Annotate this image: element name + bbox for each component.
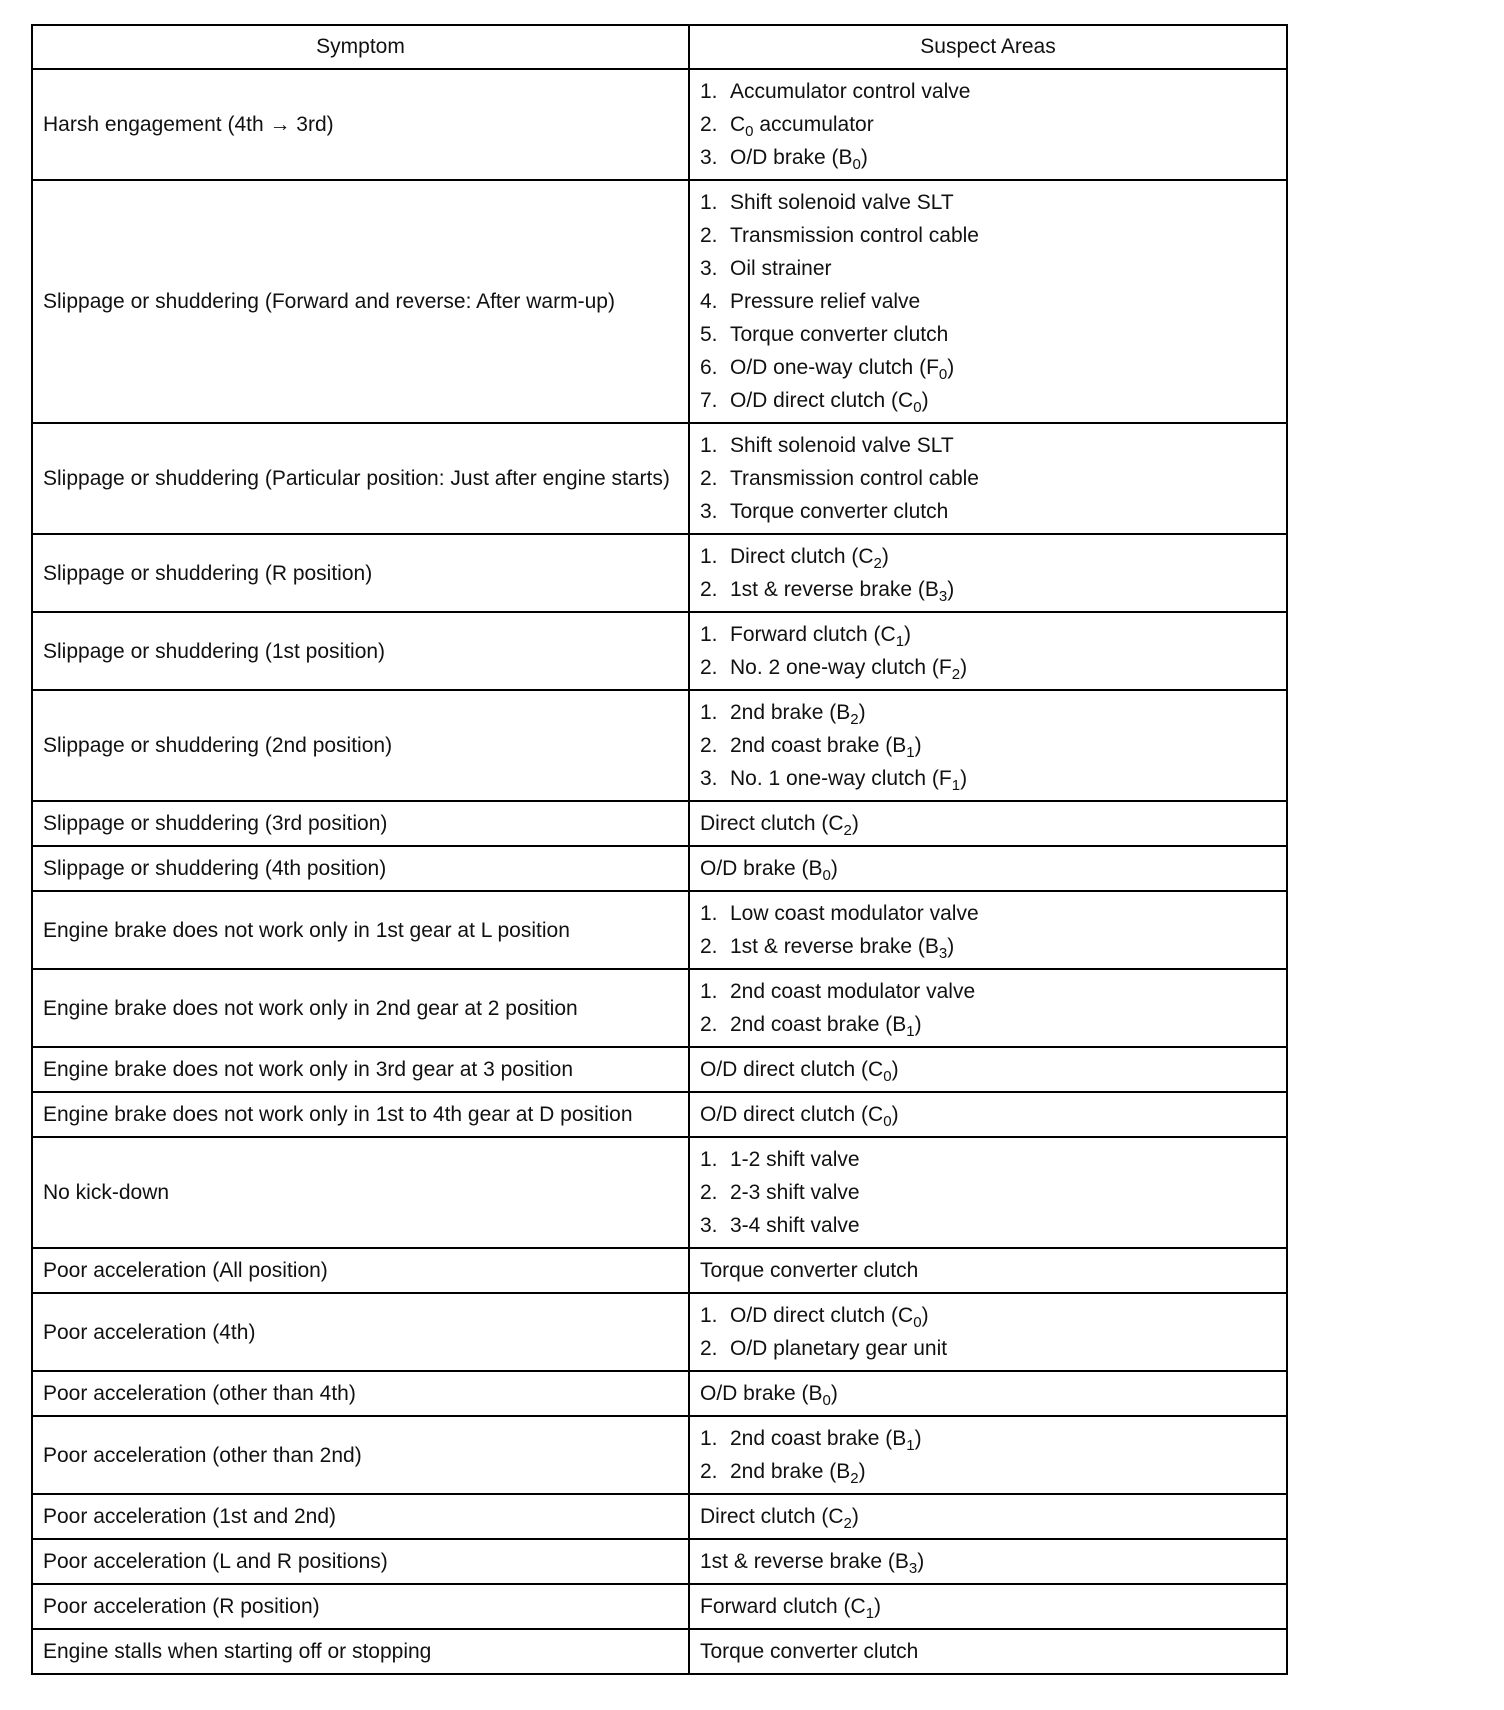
subscript: 0 bbox=[883, 1113, 892, 1130]
item-number: 3. bbox=[700, 1214, 718, 1237]
table-row bbox=[32, 801, 1287, 846]
table-row bbox=[32, 1137, 1287, 1248]
suspect-areas-cell bbox=[689, 1494, 1287, 1539]
suspect-item bbox=[700, 975, 1276, 1008]
symptom-cell: Slippage or shuddering (R position) bbox=[32, 534, 689, 612]
text-run: 2nd coast brake (B bbox=[730, 734, 907, 757]
suspect-areas-cell bbox=[689, 1584, 1287, 1629]
suspect-areas-cell bbox=[689, 1137, 1287, 1248]
symptom-cell: Poor acceleration (4th) bbox=[32, 1293, 689, 1371]
suspect-areas-cell bbox=[689, 690, 1287, 801]
suspect-text bbox=[730, 762, 967, 795]
suspect-item bbox=[700, 318, 1276, 351]
subscript: 0 bbox=[852, 156, 861, 173]
suspect-item bbox=[700, 1008, 1276, 1041]
symptom-cell: Engine brake does not work only in 2nd gear at 2 position bbox=[32, 969, 689, 1047]
symptom-cell: Harsh engagement (4th → 3rd) bbox=[32, 69, 689, 180]
text-run: 2nd coast modulator valve bbox=[730, 980, 976, 1003]
text-run: 1st & reverse brake (B bbox=[730, 935, 939, 958]
subscript: 1 bbox=[906, 1023, 915, 1040]
text-run: ) bbox=[891, 1103, 899, 1126]
suspect-text bbox=[730, 540, 889, 573]
item-number: 4. bbox=[700, 290, 718, 313]
subscript: 0 bbox=[745, 123, 754, 140]
item-number: 1. bbox=[700, 1304, 718, 1327]
text-run: O/D direct clutch (C bbox=[700, 1103, 884, 1126]
table-row bbox=[32, 612, 1287, 690]
symptom-cell: Engine brake does not work only in 1st gear at L position bbox=[32, 891, 689, 969]
suspect-text bbox=[730, 696, 866, 729]
suspect-text bbox=[700, 1545, 924, 1578]
item-number: 1. bbox=[700, 980, 718, 1003]
header-row bbox=[32, 25, 1287, 69]
subscript: 1 bbox=[906, 744, 915, 761]
suspect-text bbox=[730, 75, 970, 108]
suspect-areas-cell bbox=[689, 891, 1287, 969]
suspect-text bbox=[730, 930, 954, 963]
suspect-item bbox=[700, 285, 1276, 318]
subscript: 2 bbox=[850, 1470, 859, 1487]
text-run: Transmission control cable bbox=[730, 224, 979, 247]
table-row bbox=[32, 1293, 1287, 1371]
table-row bbox=[32, 1539, 1287, 1584]
suspect-text bbox=[730, 1299, 929, 1332]
item-number: 2. bbox=[700, 656, 718, 679]
text-run: O/D brake (B bbox=[700, 857, 823, 880]
text-run: ) bbox=[851, 1505, 859, 1528]
text-run: O/D brake (B bbox=[700, 1382, 823, 1405]
suspect-item bbox=[700, 1590, 1276, 1623]
item-number: 1. bbox=[700, 902, 718, 925]
subscript: 3 bbox=[908, 1560, 918, 1577]
text-run: ) bbox=[960, 656, 968, 679]
text-run: Direct clutch (C bbox=[700, 1505, 844, 1528]
suspect-text bbox=[730, 462, 979, 495]
suspect-areas-cell bbox=[689, 180, 1287, 423]
text-run: ) bbox=[881, 545, 889, 568]
suspect-text bbox=[700, 807, 859, 840]
text-run: O/D direct clutch (C bbox=[730, 389, 914, 412]
subscript: 1 bbox=[895, 633, 905, 650]
suspect-item bbox=[700, 1332, 1276, 1365]
suspect-areas-cell bbox=[689, 534, 1287, 612]
symptom-cell: Poor acceleration (1st and 2nd) bbox=[32, 1494, 689, 1539]
symptom-cell: Poor acceleration (L and R positions) bbox=[32, 1539, 689, 1584]
suspect-item bbox=[700, 186, 1276, 219]
suspect-item bbox=[700, 1143, 1276, 1176]
text-run: Torque converter clutch bbox=[730, 500, 949, 523]
symptom-cell: Slippage or shuddering (Particular position: Just after engine starts) bbox=[32, 423, 689, 534]
item-number: 2. bbox=[700, 734, 718, 757]
suspect-item bbox=[700, 384, 1276, 417]
table-row bbox=[32, 891, 1287, 969]
text-run: O/D brake (B bbox=[730, 146, 853, 169]
text-run: ) bbox=[960, 767, 968, 790]
item-number: 2. bbox=[700, 224, 718, 247]
item-number: 2. bbox=[700, 467, 718, 490]
suspect-item bbox=[700, 462, 1276, 495]
item-number: 1. bbox=[700, 80, 718, 103]
text-run: Direct clutch (C bbox=[700, 812, 844, 835]
suspect-text bbox=[730, 975, 975, 1008]
suspect-item bbox=[700, 351, 1276, 384]
suspect-item bbox=[700, 1176, 1276, 1209]
suspect-areas-cell bbox=[689, 1416, 1287, 1494]
table-row bbox=[32, 1494, 1287, 1539]
symptom-cell: Poor acceleration (All position) bbox=[32, 1248, 689, 1293]
suspect-text bbox=[730, 651, 967, 684]
text-run: ) bbox=[858, 701, 866, 724]
suspect-text bbox=[730, 618, 911, 651]
suspect-item bbox=[700, 1209, 1276, 1242]
text-run: ) bbox=[914, 734, 922, 757]
suspect-text bbox=[730, 351, 954, 384]
table-row bbox=[32, 969, 1287, 1047]
suspect-areas-cell bbox=[689, 1092, 1287, 1137]
item-number: 2. bbox=[700, 935, 718, 958]
text-run: ) bbox=[904, 623, 912, 646]
subscript: 2 bbox=[873, 555, 882, 572]
suspect-item bbox=[700, 852, 1276, 885]
suspect-text bbox=[730, 1332, 947, 1365]
troubleshooting-table bbox=[31, 24, 1288, 1675]
table-row bbox=[32, 1371, 1287, 1416]
suspect-areas-cell bbox=[689, 1371, 1287, 1416]
suspect-item bbox=[700, 1455, 1276, 1488]
text-run: Forward clutch (C bbox=[730, 623, 896, 646]
suspect-item bbox=[700, 897, 1276, 930]
table-row bbox=[32, 1629, 1287, 1674]
text-run: ) bbox=[914, 1427, 922, 1450]
text-run: ) bbox=[921, 1304, 929, 1327]
suspect-text bbox=[730, 1176, 860, 1209]
table-row bbox=[32, 1092, 1287, 1137]
text-run: ) bbox=[851, 812, 859, 835]
item-number: 1. bbox=[700, 1148, 718, 1171]
text-run: ) bbox=[947, 356, 955, 379]
suspect-areas-cell bbox=[689, 612, 1287, 690]
subscript: 3 bbox=[938, 588, 948, 605]
suspect-text bbox=[730, 1209, 860, 1242]
item-number: 2. bbox=[700, 113, 718, 136]
suspect-text bbox=[730, 186, 954, 219]
table-row bbox=[32, 180, 1287, 423]
suspect-item bbox=[700, 1545, 1276, 1578]
item-number: 3. bbox=[700, 500, 718, 523]
text-run: Low coast modulator valve bbox=[730, 902, 979, 925]
suspect-text bbox=[730, 219, 979, 252]
symptom-cell: Slippage or shuddering (2nd position) bbox=[32, 690, 689, 801]
suspect-text bbox=[730, 1455, 866, 1488]
suspect-text bbox=[730, 1143, 860, 1176]
symptom-cell: Engine brake does not work only in 3rd gear at 3 position bbox=[32, 1047, 689, 1092]
text-run: C bbox=[730, 113, 746, 136]
text-run: No. 1 one-way clutch (F bbox=[730, 767, 952, 790]
suspect-areas-cell bbox=[689, 423, 1287, 534]
item-number: 2. bbox=[700, 1460, 718, 1483]
suspect-areas-cell bbox=[689, 1248, 1287, 1293]
suspect-areas-cell bbox=[689, 1629, 1287, 1674]
text-run: ) bbox=[917, 1550, 925, 1573]
subscript: 0 bbox=[822, 1392, 831, 1409]
text-run: Torque converter clutch bbox=[700, 1640, 919, 1663]
text-run: O/D direct clutch (C bbox=[700, 1058, 884, 1081]
text-run: Accumulator control valve bbox=[730, 80, 971, 103]
suspect-text bbox=[700, 1053, 899, 1086]
table-row bbox=[32, 1047, 1287, 1092]
text-run: 1st & reverse brake (B bbox=[700, 1550, 909, 1573]
subscript: 0 bbox=[938, 366, 948, 383]
suspect-item bbox=[700, 1299, 1276, 1332]
suspect-text bbox=[730, 1008, 922, 1041]
table-body bbox=[32, 69, 1287, 1674]
symptom-cell: Slippage or shuddering (4th position) bbox=[32, 846, 689, 891]
suspect-text bbox=[730, 285, 920, 318]
suspect-areas-cell bbox=[689, 1539, 1287, 1584]
suspect-text bbox=[730, 495, 948, 528]
item-number: 2. bbox=[700, 1337, 718, 1360]
text-run: ) bbox=[860, 146, 868, 169]
table-row bbox=[32, 534, 1287, 612]
text-run: O/D one-way clutch (F bbox=[730, 356, 939, 379]
suspect-item bbox=[700, 141, 1276, 174]
suspect-item bbox=[700, 729, 1276, 762]
suspect-item bbox=[700, 1098, 1276, 1131]
text-run: ) bbox=[921, 389, 929, 412]
symptom-cell: Engine brake does not work only in 1st to 4th gear at D position bbox=[32, 1092, 689, 1137]
suspect-text bbox=[730, 318, 948, 351]
suspect-item bbox=[700, 495, 1276, 528]
suspect-areas-cell bbox=[689, 69, 1287, 180]
text-run: Transmission control cable bbox=[730, 467, 979, 490]
subscript: 0 bbox=[913, 1314, 922, 1331]
suspect-areas-header: Suspect Areas bbox=[689, 25, 1287, 69]
text-run: Pressure relief valve bbox=[730, 290, 921, 313]
text-run: O/D planetary gear unit bbox=[730, 1337, 948, 1360]
symptom-cell: Poor acceleration (other than 2nd) bbox=[32, 1416, 689, 1494]
text-run: ) bbox=[874, 1595, 882, 1618]
suspect-item bbox=[700, 762, 1276, 795]
text-run: Shift solenoid valve SLT bbox=[730, 191, 954, 214]
symptom-cell: Poor acceleration (R position) bbox=[32, 1584, 689, 1629]
suspect-item bbox=[700, 1422, 1276, 1455]
suspect-text bbox=[700, 1590, 881, 1623]
text-run: Torque converter clutch bbox=[700, 1259, 919, 1282]
subscript: 2 bbox=[843, 822, 852, 839]
text-run: 2-3 shift valve bbox=[730, 1181, 860, 1204]
text-run: ) bbox=[914, 1013, 922, 1036]
suspect-item bbox=[700, 573, 1276, 606]
text-run: ) bbox=[830, 857, 838, 880]
suspect-item bbox=[700, 540, 1276, 573]
subscript: 1 bbox=[951, 777, 961, 794]
text-run: 3-4 shift valve bbox=[730, 1214, 860, 1237]
suspect-areas-cell bbox=[689, 1293, 1287, 1371]
subscript: 1 bbox=[865, 1605, 875, 1622]
suspect-item bbox=[700, 807, 1276, 840]
text-run: ) bbox=[947, 935, 955, 958]
suspect-text bbox=[730, 1422, 922, 1455]
symptom-cell: Slippage or shuddering (Forward and reverse: After warm-up) bbox=[32, 180, 689, 423]
subscript: 2 bbox=[951, 666, 961, 683]
suspect-areas-cell bbox=[689, 969, 1287, 1047]
suspect-text bbox=[730, 252, 832, 285]
text-run: 2nd brake (B bbox=[730, 1460, 851, 1483]
item-number: 1. bbox=[700, 701, 718, 724]
item-number: 1. bbox=[700, 1427, 718, 1450]
subscript: 0 bbox=[883, 1068, 892, 1085]
table-row bbox=[32, 69, 1287, 180]
suspect-item bbox=[700, 1254, 1276, 1287]
text-run: ) bbox=[947, 578, 955, 601]
item-number: 1. bbox=[700, 545, 718, 568]
text-run: 2nd brake (B bbox=[730, 701, 851, 724]
table-row bbox=[32, 690, 1287, 801]
suspect-text bbox=[730, 729, 922, 762]
table-row bbox=[32, 1248, 1287, 1293]
suspect-text bbox=[700, 1377, 838, 1410]
suspect-item bbox=[700, 1053, 1276, 1086]
text-run: Oil strainer bbox=[730, 257, 832, 280]
suspect-text bbox=[700, 1098, 899, 1131]
item-number: 3. bbox=[700, 146, 718, 169]
item-number: 5. bbox=[700, 323, 718, 346]
suspect-item bbox=[700, 1635, 1276, 1668]
subscript: 3 bbox=[938, 945, 948, 962]
suspect-item bbox=[700, 219, 1276, 252]
subscript: 0 bbox=[822, 867, 831, 884]
symptom-header: Symptom bbox=[32, 25, 689, 69]
table-row bbox=[32, 1416, 1287, 1494]
symptom-cell: No kick-down bbox=[32, 1137, 689, 1248]
text-run: ) bbox=[830, 1382, 838, 1405]
suspect-text bbox=[730, 429, 954, 462]
text-run: Forward clutch (C bbox=[700, 1595, 866, 1618]
text-run: 1st & reverse brake (B bbox=[730, 578, 939, 601]
item-number: 2. bbox=[700, 1013, 718, 1036]
suspect-text bbox=[700, 1500, 859, 1533]
suspect-item bbox=[700, 618, 1276, 651]
suspect-item bbox=[700, 1500, 1276, 1533]
text-run: Direct clutch (C bbox=[730, 545, 874, 568]
table-row bbox=[32, 423, 1287, 534]
text-run: 2nd coast brake (B bbox=[730, 1013, 907, 1036]
table-row bbox=[32, 1584, 1287, 1629]
suspect-item bbox=[700, 75, 1276, 108]
suspect-areas-cell bbox=[689, 801, 1287, 846]
item-number: 2. bbox=[700, 1181, 718, 1204]
item-number: 3. bbox=[700, 767, 718, 790]
suspect-text bbox=[730, 108, 874, 141]
item-number: 7. bbox=[700, 389, 718, 412]
subscript: 1 bbox=[906, 1437, 915, 1454]
suspect-text bbox=[700, 1635, 918, 1668]
suspect-item bbox=[700, 252, 1276, 285]
suspect-text bbox=[700, 1254, 918, 1287]
item-number: 1. bbox=[700, 191, 718, 214]
table-row bbox=[32, 846, 1287, 891]
suspect-item bbox=[700, 930, 1276, 963]
suspect-text bbox=[730, 897, 979, 930]
text-run: 2nd coast brake (B bbox=[730, 1427, 907, 1450]
text-run: 1-2 shift valve bbox=[730, 1148, 860, 1171]
suspect-item bbox=[700, 651, 1276, 684]
text-run: ) bbox=[891, 1058, 899, 1081]
symptom-cell: Engine stalls when starting off or stopping bbox=[32, 1629, 689, 1674]
text-run: Torque converter clutch bbox=[730, 323, 949, 346]
suspect-item bbox=[700, 429, 1276, 462]
text-run: ) bbox=[858, 1460, 866, 1483]
suspect-text bbox=[730, 573, 954, 606]
symptom-cell: Slippage or shuddering (3rd position) bbox=[32, 801, 689, 846]
item-number: 1. bbox=[700, 623, 718, 646]
symptom-cell: Poor acceleration (other than 4th) bbox=[32, 1371, 689, 1416]
text-run: No. 2 one-way clutch (F bbox=[730, 656, 952, 679]
text-run: Shift solenoid valve SLT bbox=[730, 434, 954, 457]
text-run: O/D direct clutch (C bbox=[730, 1304, 914, 1327]
subscript: 2 bbox=[843, 1515, 852, 1532]
suspect-item bbox=[700, 1377, 1276, 1410]
item-number: 2. bbox=[700, 578, 718, 601]
subscript: 0 bbox=[913, 399, 922, 416]
suspect-areas-cell bbox=[689, 846, 1287, 891]
suspect-item bbox=[700, 696, 1276, 729]
symptom-cell: Slippage or shuddering (1st position) bbox=[32, 612, 689, 690]
item-number: 3. bbox=[700, 257, 718, 280]
text-run: accumulator bbox=[753, 113, 874, 136]
item-number: 1. bbox=[700, 434, 718, 457]
suspect-text bbox=[730, 384, 929, 417]
subscript: 2 bbox=[850, 711, 859, 728]
item-number: 6. bbox=[700, 356, 718, 379]
suspect-areas-cell bbox=[689, 1047, 1287, 1092]
suspect-text bbox=[700, 852, 838, 885]
suspect-item bbox=[700, 108, 1276, 141]
suspect-text bbox=[730, 141, 868, 174]
